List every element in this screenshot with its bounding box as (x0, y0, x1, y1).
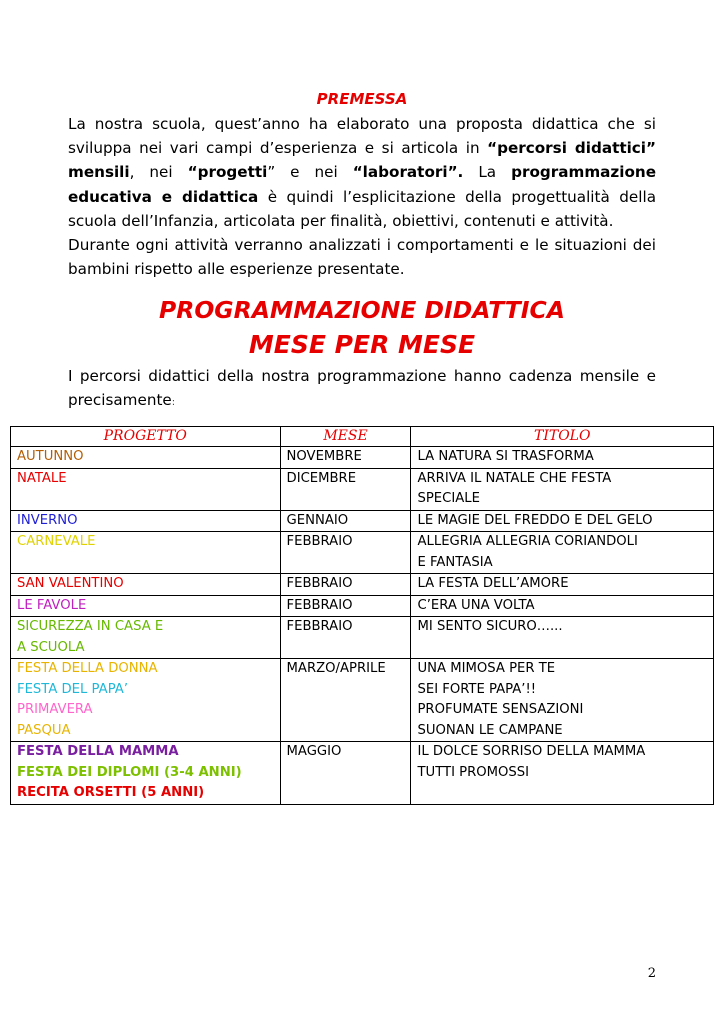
cell-mese (280, 447, 411, 469)
progetto-label: PASQUA (17, 722, 71, 738)
intro-text (68, 112, 656, 281)
progetto-label: SICUREZZA IN CASA E (17, 619, 164, 634)
intro-text-segment: è quindi l’esplicitazione della progettualità della scuola dell’Infanzia, articolata per finalità, obiettivi, contenuti e attività. (68, 187, 656, 230)
cell-titolo (411, 574, 714, 596)
mese-label: MAGGIO (286, 744, 342, 759)
table-row (11, 510, 714, 532)
progetto-label: SAN VALENTINO (17, 576, 124, 591)
header-mese: MESE (280, 427, 411, 447)
progetto-label: INVERNO (17, 512, 78, 528)
progetto-label: NATALE (17, 470, 67, 486)
cell-titolo (411, 742, 714, 805)
programmazione-table (10, 426, 714, 805)
titolo-label: LA FESTA DELL’AMORE (417, 576, 569, 591)
cell-titolo (411, 510, 714, 532)
titolo-label: C’ERA UNA VOLTA (417, 597, 535, 613)
cell-mese (280, 595, 411, 617)
cell-titolo (411, 659, 714, 742)
progetto-label: FESTA DELLA MAMMA (17, 744, 179, 759)
cell-mese (280, 532, 411, 574)
cell-titolo (411, 532, 714, 574)
cell-progetto (11, 617, 281, 659)
cadenza-text (68, 364, 656, 415)
progetto-label: FESTA DELLA DONNA (17, 661, 158, 676)
header-titolo: TITOLO (411, 427, 714, 447)
cell-mese (280, 510, 411, 532)
table-row (11, 595, 714, 617)
titolo-label: IL DOLCE SORRISO DELLA MAMMA (417, 744, 646, 759)
progetto-label: AUTUNNO (17, 449, 84, 464)
titolo-label: SPECIALE (417, 491, 480, 506)
cell-progetto (11, 447, 281, 469)
table-row (11, 574, 714, 596)
bold-percorsi: “percorsi didattici” mensili (68, 139, 656, 182)
intro-text-segment: , nei (129, 163, 188, 182)
progetto-label: A SCUOLA (17, 639, 85, 655)
mese-label: FEBBRAIO (286, 534, 353, 549)
table-row (11, 659, 714, 742)
main-heading-line2: MESE PER MESE (248, 330, 476, 359)
cell-mese (280, 574, 411, 596)
cadenza-colon: : (171, 397, 176, 408)
cadenza-sentence: I percorsi didattici della nostra programmazione hanno cadenza mensile e precisamente (68, 367, 656, 409)
progetto-label: FESTA DEL PAPA’ (17, 681, 129, 697)
mese-label: FEBBRAIO (286, 597, 353, 613)
cell-titolo (411, 617, 714, 659)
cell-mese (280, 659, 411, 742)
mese-label: MARZO/APRILE (286, 661, 386, 676)
cell-titolo (411, 468, 714, 510)
cell-mese (280, 617, 411, 659)
progetto-label: FESTA DEI DIPLOMI (3-4 ANNI) (17, 764, 242, 780)
main-heading-line1: PROGRAMMAZIONE DIDATTICA (159, 296, 565, 324)
mese-label: NOVEMBRE (286, 449, 362, 464)
bold-programmazione: programmazione educativa e didattica (68, 163, 656, 206)
cell-progetto (11, 595, 281, 617)
cell-progetto (11, 532, 281, 574)
cell-progetto (11, 574, 281, 596)
cell-mese (280, 742, 411, 805)
mese-label: GENNAIO (286, 512, 349, 528)
titolo-label: TUTTI PROMOSSI (417, 764, 530, 780)
titolo-label: LE MAGIE DEL FREDDO E DEL GELO (417, 512, 653, 528)
titolo-label: SUONAN LE CAMPANE (417, 722, 563, 738)
mese-label: FEBBRAIO (286, 619, 353, 634)
titolo-label: SEI FORTE PAPA’!! (417, 681, 537, 697)
intro-text-segment: ” e nei (267, 163, 353, 182)
progetto-label: PRIMAVERA (17, 702, 93, 717)
cell-progetto (11, 468, 281, 510)
cell-titolo (411, 595, 714, 617)
bold-laboratori: “laboratori”. (352, 163, 464, 182)
premessa-title: PREMESSA (316, 90, 408, 108)
intro-text-segment: La (463, 163, 512, 182)
intro-paragraph-2: Durante ogni attività verranno analizzati i comportamenti e le situazioni dei bambini rispetto alle esperienze presentate. (68, 236, 656, 279)
intro-text-segment: La nostra scuola, quest’anno ha elaborato una proposta didattica che si sviluppa nei vari campi d’esperienza e si articola in (68, 115, 656, 158)
cell-progetto (11, 510, 281, 532)
table-row (11, 447, 714, 469)
table-row (11, 742, 714, 805)
mese-label: DICEMBRE (286, 470, 357, 486)
titolo-label: ARRIVA IL NATALE CHE FESTA (417, 470, 612, 486)
progetto-label: CARNEVALE (17, 534, 96, 549)
table-body (11, 447, 714, 805)
titolo-label: E FANTASIA (417, 554, 493, 570)
mese-label: FEBBRAIO (286, 576, 353, 591)
table-row (11, 617, 714, 659)
titolo-label: ALLEGRIA ALLEGRIA CORIANDOLI (417, 534, 638, 549)
intro-paragraph (68, 112, 656, 233)
bold-progetti: “progetti (187, 163, 268, 182)
table-header-row (11, 427, 714, 447)
table-row (11, 532, 714, 574)
cell-titolo (411, 447, 714, 469)
page-number: 2 (647, 966, 656, 981)
cell-progetto (11, 742, 281, 805)
titolo-label: PROFUMATE SENSAZIONI (417, 702, 584, 717)
progetto-label: LE FAVOLE (17, 597, 87, 613)
cell-mese (280, 468, 411, 510)
progetto-label: RECITA ORSETTI (5 ANNI) (17, 785, 205, 800)
titolo-label: MI SENTO SICURO…... (417, 619, 563, 634)
header-progetto: PROGETTO (11, 427, 281, 447)
titolo-label: LA NATURA SI TRASFORMA (417, 449, 594, 464)
titolo-label: UNA MIMOSA PER TE (417, 661, 556, 676)
table-row (11, 468, 714, 510)
cell-progetto (11, 659, 281, 742)
